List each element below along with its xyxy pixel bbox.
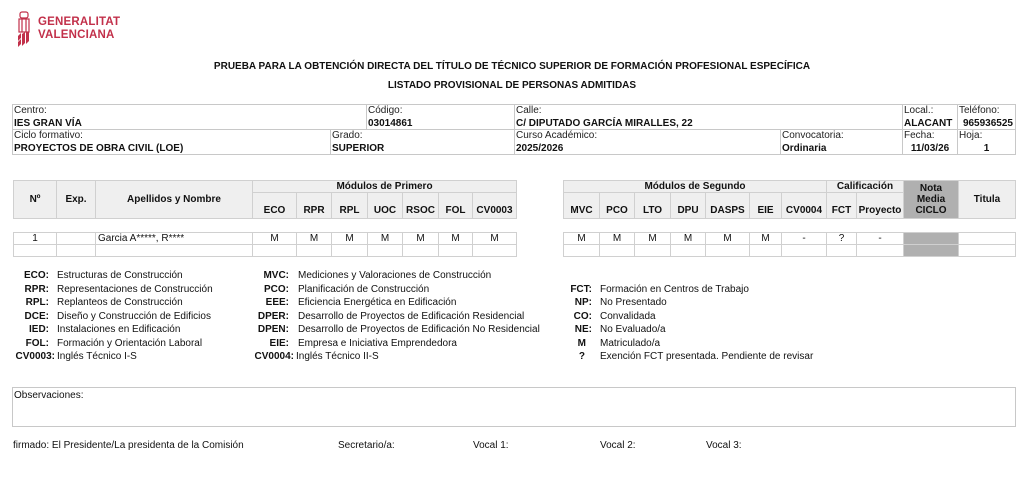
cell-rsoc: M [402, 232, 439, 245]
logo-line1: GENERALITAT [38, 16, 121, 28]
col-header-rpl: RPL [331, 192, 368, 219]
legend-code: EEE: [265, 297, 289, 308]
legend-code: DCE: [24, 311, 49, 322]
legend-code: RPR: [24, 284, 49, 295]
legend-code: DPEN: [257, 324, 289, 335]
col-header-uoc: UOC [367, 192, 403, 219]
nota-line3: CICLO [915, 205, 947, 216]
codigo-value: 03014861 [368, 118, 413, 129]
coat-of-arms-icon [16, 10, 34, 50]
legend-code: PCO: [264, 284, 289, 295]
legend-desc: Inglés Técnico II-S [296, 351, 379, 362]
legend-code: MVC: [263, 270, 289, 281]
telefono-cell [957, 104, 1016, 130]
cell-empty [95, 244, 253, 257]
signature-vocal3: Vocal 3: [706, 440, 742, 451]
ciclo-cell [12, 129, 331, 155]
cell-empty [296, 244, 332, 257]
cell-dpu: M [670, 232, 706, 245]
legend-desc: Estructuras de Construcción [57, 270, 183, 281]
cell-empty [472, 244, 517, 257]
col-header-dpu: DPU [670, 192, 706, 219]
observaciones-box [12, 387, 1016, 427]
cell-proyecto: - [856, 232, 904, 245]
fecha-value: 11/03/26 [910, 143, 950, 154]
col-header-proyecto: Proyecto [856, 192, 904, 219]
cell-empty [670, 244, 706, 257]
legend-code: IED: [29, 324, 49, 335]
col-header-dasps: DASPS [705, 192, 750, 219]
legend-desc: Formación en Centros de Trabajo [600, 284, 749, 295]
convocatoria-cell [780, 129, 903, 155]
centro-cell [12, 104, 367, 130]
col-header-num: Nº [13, 180, 57, 219]
legend-code: ? [578, 351, 585, 362]
calle-value: C/ DIPUTADO GARCÍA MIRALLES, 22 [516, 118, 693, 129]
cell-dasps: M [705, 232, 750, 245]
col-header-rsoc: RSOC [402, 192, 439, 219]
cell-eie: M [749, 232, 782, 245]
cell-empty [705, 244, 750, 257]
col-header-titula: Titula [958, 180, 1016, 219]
curso-value: 2025/2026 [516, 143, 564, 154]
signature-presidente: firmado: El Presidente/La presidenta de la Comisión [13, 440, 244, 451]
ciclo-value: PROYECTOS DE OBRA CIVIL (LOE) [14, 143, 184, 154]
cell-lto: M [634, 232, 671, 245]
legend-desc: Empresa e Iniciativa Emprendedora [298, 338, 457, 349]
col-header-eie: EIE [749, 192, 782, 219]
cell-fct: ? [826, 232, 857, 245]
telefono-label: Teléfono: [959, 105, 1000, 116]
cell-empty [856, 244, 904, 257]
legend-desc: Convalidada [600, 311, 656, 322]
cell-empty [634, 244, 671, 257]
calle-label: Calle: [516, 105, 542, 116]
cell-empty [903, 244, 959, 257]
legend-desc: Inglés Técnico I-S [57, 351, 137, 362]
cell-cv0004: - [781, 232, 827, 245]
cell-empty [958, 244, 1016, 257]
legend-desc: Desarrollo de Proyectos de Edificación Residencial [298, 311, 525, 322]
legend-desc: No Presentado [600, 297, 667, 308]
observaciones-label: Observaciones: [14, 390, 84, 401]
grado-label: Grado: [332, 130, 363, 141]
legend-code: FOL: [25, 338, 49, 349]
nota-line2: Media [916, 194, 946, 205]
legend-desc: Instalaciones en Edificación [57, 324, 181, 335]
legend-desc: Representaciones de Construcción [57, 284, 213, 295]
cell-uoc: M [367, 232, 403, 245]
document-title: PRUEBA PARA LA OBTENCIÓN DIRECTA DEL TÍTULO DE TÉCNICO SUPERIOR DE FORMACIÓN PROFESIONAL ESPECÍFICA [213, 61, 811, 72]
legend-code: EIE: [269, 338, 289, 349]
cell-empty [367, 244, 403, 257]
cell-empty [331, 244, 368, 257]
signature-vocal2: Vocal 2: [600, 440, 636, 451]
grado-cell [330, 129, 515, 155]
legend-code: CV0004: [254, 351, 294, 362]
cell-empty [563, 244, 600, 257]
col-header-nota-media [903, 180, 959, 219]
col-header-fol: FOL [438, 192, 473, 219]
cell-pco: M [599, 232, 635, 245]
legend-desc: Exención FCT presentada. Pendiente de revisar [600, 351, 814, 362]
ciclo-label: Ciclo formativo: [14, 130, 83, 141]
logo-line2: VALENCIANA [38, 29, 115, 41]
cell-cv0003: M [472, 232, 517, 245]
cell-empty [599, 244, 635, 257]
hoja-label: Hoja: [959, 130, 983, 141]
codigo-cell [366, 104, 515, 130]
col-header-rpr: RPR [296, 192, 332, 219]
legend-desc: Formación y Orientación Laboral [57, 338, 203, 349]
local-value: ALACANT [904, 118, 953, 129]
local-label: Local.: [904, 105, 934, 116]
legend-desc: Matriculado/a [600, 338, 661, 349]
col-header-nombre: Apellidos y Nombre [95, 180, 253, 219]
signature-vocal1: Vocal 1: [473, 440, 509, 451]
cell-eco: M [252, 232, 297, 245]
legend-code: FCT: [570, 284, 592, 295]
legend-code: DPER: [257, 311, 289, 322]
col-header-fct: FCT [826, 192, 857, 219]
local-cell [902, 104, 958, 130]
legend-code: CO: [573, 311, 592, 322]
legend-desc: Replanteos de Construcción [57, 297, 183, 308]
legend-code: NP: [574, 297, 592, 308]
hoja-value: 1 [983, 143, 990, 154]
convocatoria-value: Ordinaria [782, 143, 827, 154]
centro-label: Centro: [14, 105, 47, 116]
cell-rpl: M [331, 232, 368, 245]
convocatoria-label: Convocatoria: [782, 130, 844, 141]
hoja-cell [957, 129, 1016, 155]
centro-value: IES GRAN VÍA [14, 118, 82, 129]
cell-fol: M [438, 232, 473, 245]
calle-cell [514, 104, 903, 130]
document-subtitle: LISTADO PROVISIONAL DE PERSONAS ADMITIDAS [387, 80, 637, 91]
fecha-label: Fecha: [904, 130, 935, 141]
col-header-cv0003: CV0003 [472, 192, 517, 219]
generalitat-logo [16, 10, 126, 50]
col-header-lto: LTO [634, 192, 671, 219]
cell-empty [13, 244, 57, 257]
legend-desc: Eficiencia Energética en Edificación [298, 297, 457, 308]
cell-empty [252, 244, 297, 257]
curso-cell [514, 129, 781, 155]
legend-code: CV0003: [15, 351, 55, 362]
grado-value: SUPERIOR [332, 143, 385, 154]
cell-empty [56, 244, 96, 257]
cell-mvc: M [563, 232, 600, 245]
legend-desc: Mediciones y Valoraciones de Construcción [298, 270, 492, 281]
legend-code: M [577, 338, 586, 349]
group-header-segundo: Módulos de Segundo [563, 180, 827, 193]
group-header-primero: Módulos de Primero [252, 180, 517, 193]
nota-line1: Nota [919, 183, 943, 194]
cell-rpr: M [296, 232, 332, 245]
col-header-exp: Exp. [56, 180, 96, 219]
cell-empty [749, 244, 782, 257]
col-header-pco: PCO [599, 192, 635, 219]
col-header-cv0004: CV0004 [781, 192, 827, 219]
curso-label: Curso Académico: [516, 130, 598, 141]
logo-text [38, 16, 120, 42]
col-header-eco: ECO [252, 192, 297, 219]
cell-empty [826, 244, 857, 257]
cell-empty [402, 244, 439, 257]
legend-desc: Planificación de Construcción [298, 284, 430, 295]
legend-code: RPL: [25, 297, 49, 308]
legend-desc: Diseño y Construcción de Edificios [57, 311, 211, 322]
legend-code: NE: [574, 324, 592, 335]
col-header-mvc: MVC [563, 192, 600, 219]
legend-desc: No Evaluado/a [600, 324, 666, 335]
cell-nombre: Garcia A*****, R**** [95, 232, 253, 245]
group-header-calificacion: Calificación [826, 180, 904, 193]
telefono-value: 965936525 [962, 118, 1013, 129]
legend-desc: Desarrollo de Proyectos de Edificación No Residencial [298, 324, 540, 335]
cell-empty [781, 244, 827, 257]
signature-secretario: Secretario/a: [338, 440, 395, 451]
fecha-cell [902, 129, 958, 155]
cell-num: 1 [13, 232, 57, 245]
cell-empty [438, 244, 473, 257]
legend-code: ECO: [24, 270, 49, 281]
codigo-label: Código: [368, 105, 403, 116]
